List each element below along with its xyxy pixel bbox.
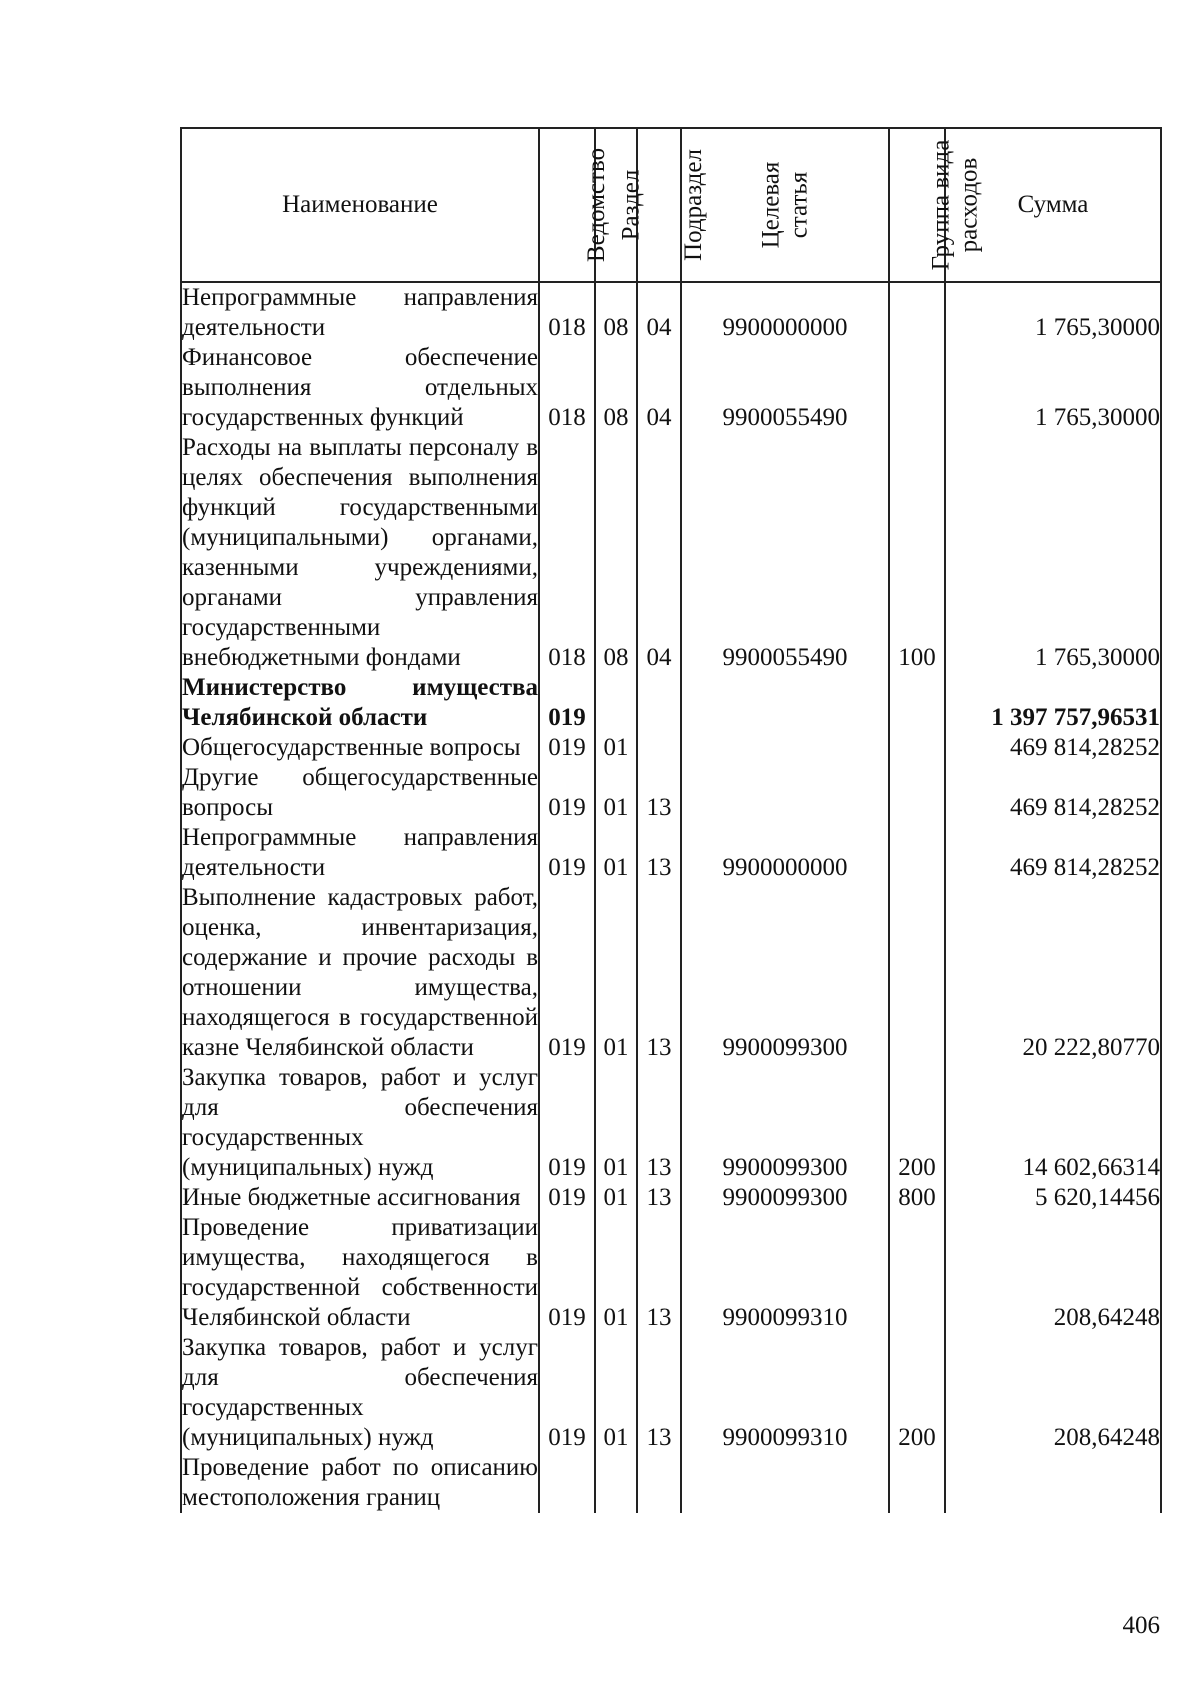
cell-target-item: 9900055490 (681, 343, 889, 433)
cell-section: 01 (595, 763, 637, 823)
cell-sum: 469 814,28252 (945, 733, 1161, 763)
cell-department: 019 (539, 823, 595, 883)
table-body (181, 282, 1161, 1513)
table-row (181, 282, 1161, 343)
cell-expense-group (889, 673, 945, 733)
table-row (181, 343, 1161, 433)
cell-target-item: 9900055490 (681, 433, 889, 673)
cell-expense-group (889, 343, 945, 433)
cell-name: Закупка товаров, работ и услуг для обеспечения государственных (муниципальных) нужд (182, 1334, 538, 1451)
table-row (181, 733, 1161, 763)
header-subsection: Подраздел (637, 128, 681, 282)
cell-department: 018 (539, 343, 595, 433)
cell-subsection: 13 (637, 1333, 681, 1453)
cell-section: 01 (595, 883, 637, 1063)
cell-name: Другие общегосударственные вопросы (182, 764, 538, 821)
cell-name: Проведение приватизации имущества, находящегося в государственной собственности Челябинской области (182, 1214, 538, 1331)
cell-target-item (681, 763, 889, 823)
cell-section: 01 (595, 1333, 637, 1453)
cell-expense-group (889, 1213, 945, 1333)
cell-target-item (681, 733, 889, 763)
table-row (181, 823, 1161, 883)
table-row (181, 673, 1161, 733)
table-row (181, 763, 1161, 823)
cell-name: Министерство имущества Челябинской области (182, 674, 538, 731)
table-row (181, 1453, 1161, 1513)
header-expense-group: Группа вида расходов (889, 128, 945, 282)
cell-subsection: 13 (637, 823, 681, 883)
cell-department: 019 (539, 1063, 595, 1183)
cell-sum (945, 1453, 1161, 1513)
cell-expense-group (889, 823, 945, 883)
header-target-item: Целевая статья (681, 128, 889, 282)
cell-department: 018 (539, 282, 595, 343)
cell-sum: 469 814,28252 (945, 763, 1161, 823)
cell-section: 01 (595, 823, 637, 883)
cell-section: 08 (595, 343, 637, 433)
cell-sum: 5 620,14456 (945, 1183, 1161, 1213)
cell-target-item (681, 673, 889, 733)
header-section: Раздел (595, 128, 637, 282)
cell-section (595, 673, 637, 733)
cell-expense-group (889, 883, 945, 1063)
cell-name: Финансовое обеспечение выполнения отдельных государственных функций (182, 344, 538, 431)
cell-subsection: 13 (637, 1063, 681, 1183)
cell-subsection (637, 1453, 681, 1513)
cell-department: 018 (539, 433, 595, 673)
cell-subsection: 13 (637, 1183, 681, 1213)
cell-sum: 469 814,28252 (945, 823, 1161, 883)
cell-sum: 14 602,66314 (945, 1063, 1161, 1183)
cell-expense-group (889, 763, 945, 823)
cell-name: Выполнение кадастровых работ, оценка, инвентаризация, содержание и прочие расходы в отношении имущества, находящегося в государственной казне Челябинской области (182, 884, 538, 1061)
header-sum: Сумма (945, 128, 1161, 282)
table-row (181, 1333, 1161, 1453)
cell-subsection (637, 733, 681, 763)
cell-sum: 1 765,30000 (945, 433, 1161, 673)
cell-section (595, 1453, 637, 1513)
cell-department: 019 (539, 1333, 595, 1453)
cell-subsection: 04 (637, 433, 681, 673)
cell-target-item: 9900099300 (681, 1183, 889, 1213)
cell-target-item: 9900099310 (681, 1213, 889, 1333)
cell-section: 01 (595, 1183, 637, 1213)
cell-expense-group: 200 (889, 1333, 945, 1453)
cell-department: 019 (539, 673, 595, 733)
cell-sum: 208,64248 (945, 1333, 1161, 1453)
cell-subsection: 13 (637, 1213, 681, 1333)
cell-name: Непрограммные направления деятельности (182, 824, 538, 881)
cell-expense-group (889, 1453, 945, 1513)
cell-name: Расходы на выплаты персоналу в целях обеспечения выполнения функций государственными (муниципальными) органами, казенными учреждениями, органами управления государственными внебюджетными фондами (182, 434, 538, 671)
cell-section: 08 (595, 433, 637, 673)
cell-department: 019 (539, 883, 595, 1063)
cell-subsection (637, 673, 681, 733)
table-row (181, 1183, 1161, 1213)
cell-department: 019 (539, 763, 595, 823)
cell-target-item: 9900099300 (681, 1063, 889, 1183)
cell-sum: 208,64248 (945, 1213, 1161, 1333)
cell-name: Закупка товаров, работ и услуг для обеспечения государственных (муниципальных) нужд (182, 1064, 538, 1181)
cell-sum: 1 765,30000 (945, 343, 1161, 433)
table-row (181, 883, 1161, 1063)
cell-target-item: 9900000000 (681, 823, 889, 883)
cell-section: 08 (595, 282, 637, 343)
cell-subsection: 13 (637, 763, 681, 823)
cell-subsection: 13 (637, 883, 681, 1063)
cell-target-item: 9900099300 (681, 883, 889, 1063)
cell-section: 01 (595, 733, 637, 763)
cell-target-item: 9900000000 (681, 282, 889, 343)
cell-sum: 20 222,80770 (945, 883, 1161, 1063)
cell-section: 01 (595, 1063, 637, 1183)
cell-name: Иные бюджетные ассигнования (181, 1183, 539, 1213)
cell-sum: 1 397 757,96531 (945, 673, 1161, 733)
header-name: Наименование (181, 128, 539, 282)
table-row (181, 1213, 1161, 1333)
cell-section: 01 (595, 1213, 637, 1333)
cell-subsection: 04 (637, 282, 681, 343)
cell-expense-group: 200 (889, 1063, 945, 1183)
page-number: 406 (1122, 1612, 1160, 1639)
header-department: Ведомство (539, 128, 595, 282)
cell-expense-group: 800 (889, 1183, 945, 1213)
cell-sum: 1 765,30000 (945, 282, 1161, 343)
cell-department (539, 1453, 595, 1513)
cell-department: 019 (539, 1213, 595, 1333)
cell-department: 019 (539, 733, 595, 763)
table-row (181, 1063, 1161, 1183)
cell-target-item (681, 1453, 889, 1513)
cell-name: Непрограммные направления деятельности (182, 284, 538, 341)
budget-table (180, 127, 1162, 1513)
cell-expense-group (889, 733, 945, 763)
cell-target-item: 9900099310 (681, 1333, 889, 1453)
table-header-row (181, 128, 1161, 282)
cell-department: 019 (539, 1183, 595, 1213)
cell-name: Проведение работ по описанию местоположения границ (182, 1454, 538, 1511)
cell-expense-group: 100 (889, 433, 945, 673)
table-row (181, 433, 1161, 673)
cell-name: Общегосударственные вопросы (181, 733, 539, 763)
cell-expense-group (889, 282, 945, 343)
cell-subsection: 04 (637, 343, 681, 433)
